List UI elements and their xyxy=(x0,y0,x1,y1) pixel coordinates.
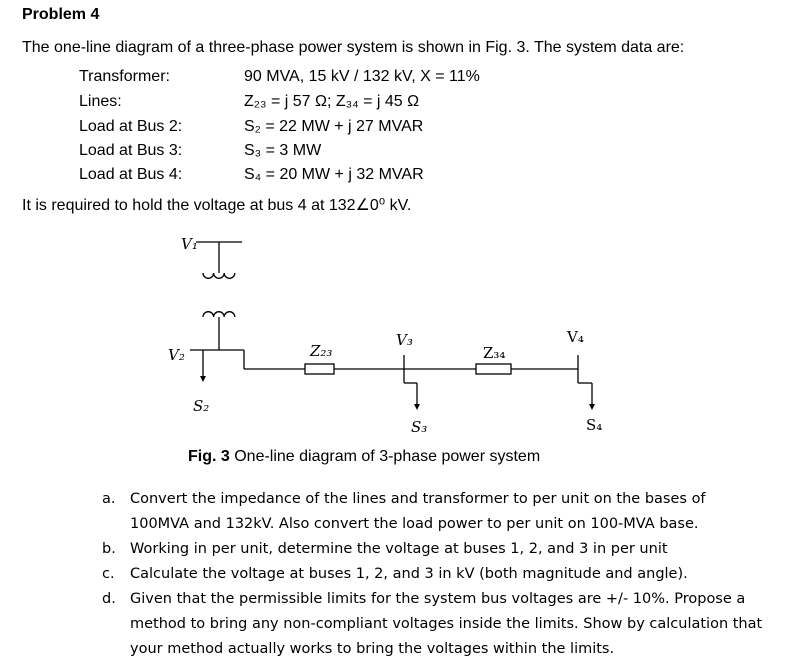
question-mark: a. xyxy=(102,491,116,507)
question-mark: c. xyxy=(102,566,115,582)
question-text: Working in per unit, determine the voltage at buses 1, 2, and 3 in per unit xyxy=(130,541,668,557)
label-v1: V₁ xyxy=(181,235,198,253)
question-item-d xyxy=(0,587,788,662)
data-row-load-bus3 xyxy=(0,142,788,164)
data-label: Load at Bus 4: xyxy=(79,166,183,183)
data-row-lines xyxy=(0,93,788,115)
label-z23: Z₂₃ xyxy=(310,342,333,360)
impedance-z23-box xyxy=(305,364,334,374)
caption-figure-number: Fig. 3 xyxy=(188,448,230,465)
data-value: S₂ = 22 MW + j 27 MVAR xyxy=(244,118,424,135)
question-mark: b. xyxy=(102,541,116,557)
label-s2: S₂ xyxy=(193,397,210,415)
data-value: 90 MVA, 15 kV / 132 kV, X = 11% xyxy=(244,68,480,85)
data-value: Z₂₃ = j 57 Ω; Z₃₄ = j 45 Ω xyxy=(244,93,420,110)
impedance-z34-box xyxy=(476,364,511,374)
label-s4: S₄ xyxy=(586,416,603,434)
transformer-winding-secondary xyxy=(203,312,235,317)
label-v4: V₄ xyxy=(567,328,584,346)
question-text: Given that the permissible limits for the system bus voltages are +/- 10%. Propose a method to bring any non-compliant voltages inside the limits. Show by calculation that your method actually works to bring the voltages within the limits. xyxy=(130,591,763,657)
data-label: Lines: xyxy=(79,93,122,110)
data-label: Load at Bus 2: xyxy=(79,118,183,135)
question-item-b xyxy=(0,537,788,562)
label-z34: Z₃₄ xyxy=(483,344,506,362)
label-s3: S₃ xyxy=(411,418,428,436)
caption-text: One-line diagram of 3-phase power system xyxy=(229,448,541,465)
question-text: Calculate the voltage at buses 1, 2, and 3 in kV (both magnitude and angle). xyxy=(130,566,688,582)
load-s3-arrow xyxy=(414,404,420,410)
data-label: Transformer: xyxy=(79,68,170,85)
data-row-load-bus2 xyxy=(0,118,788,140)
label-v2: V₂ xyxy=(168,346,185,364)
figure-caption xyxy=(188,448,540,466)
load-s2-arrow xyxy=(200,376,206,382)
data-label: Load at Bus 3: xyxy=(79,142,183,159)
label-v3: V₃ xyxy=(396,331,413,349)
data-value: S₃ = 3 MW xyxy=(244,142,322,159)
data-row-transformer xyxy=(0,68,788,90)
question-text: Convert the impedance of the lines and transformer to per unit on the bases of 100MVA and 132kV. Also convert the load power to per unit on 100-MVA base. xyxy=(130,491,706,532)
question-mark: d. xyxy=(102,591,116,607)
load-s4-arrow xyxy=(589,404,595,410)
data-row-load-bus4 xyxy=(0,166,788,188)
problem-title: Problem 4 xyxy=(22,6,100,23)
one-line-diagram xyxy=(0,220,788,445)
data-value: S₄ = 20 MW + j 32 MVAR xyxy=(244,166,424,183)
problem-intro: The one-line diagram of a three-phase power system is shown in Fig. 3. The system data are: xyxy=(22,39,685,56)
question-list xyxy=(0,487,788,662)
hold-statement: It is required to hold the voltage at bus 4 at 132∠0⁰ kV. xyxy=(22,197,412,214)
question-item-a xyxy=(0,487,788,537)
question-item-c xyxy=(0,562,788,587)
transformer-winding-primary xyxy=(203,273,235,278)
